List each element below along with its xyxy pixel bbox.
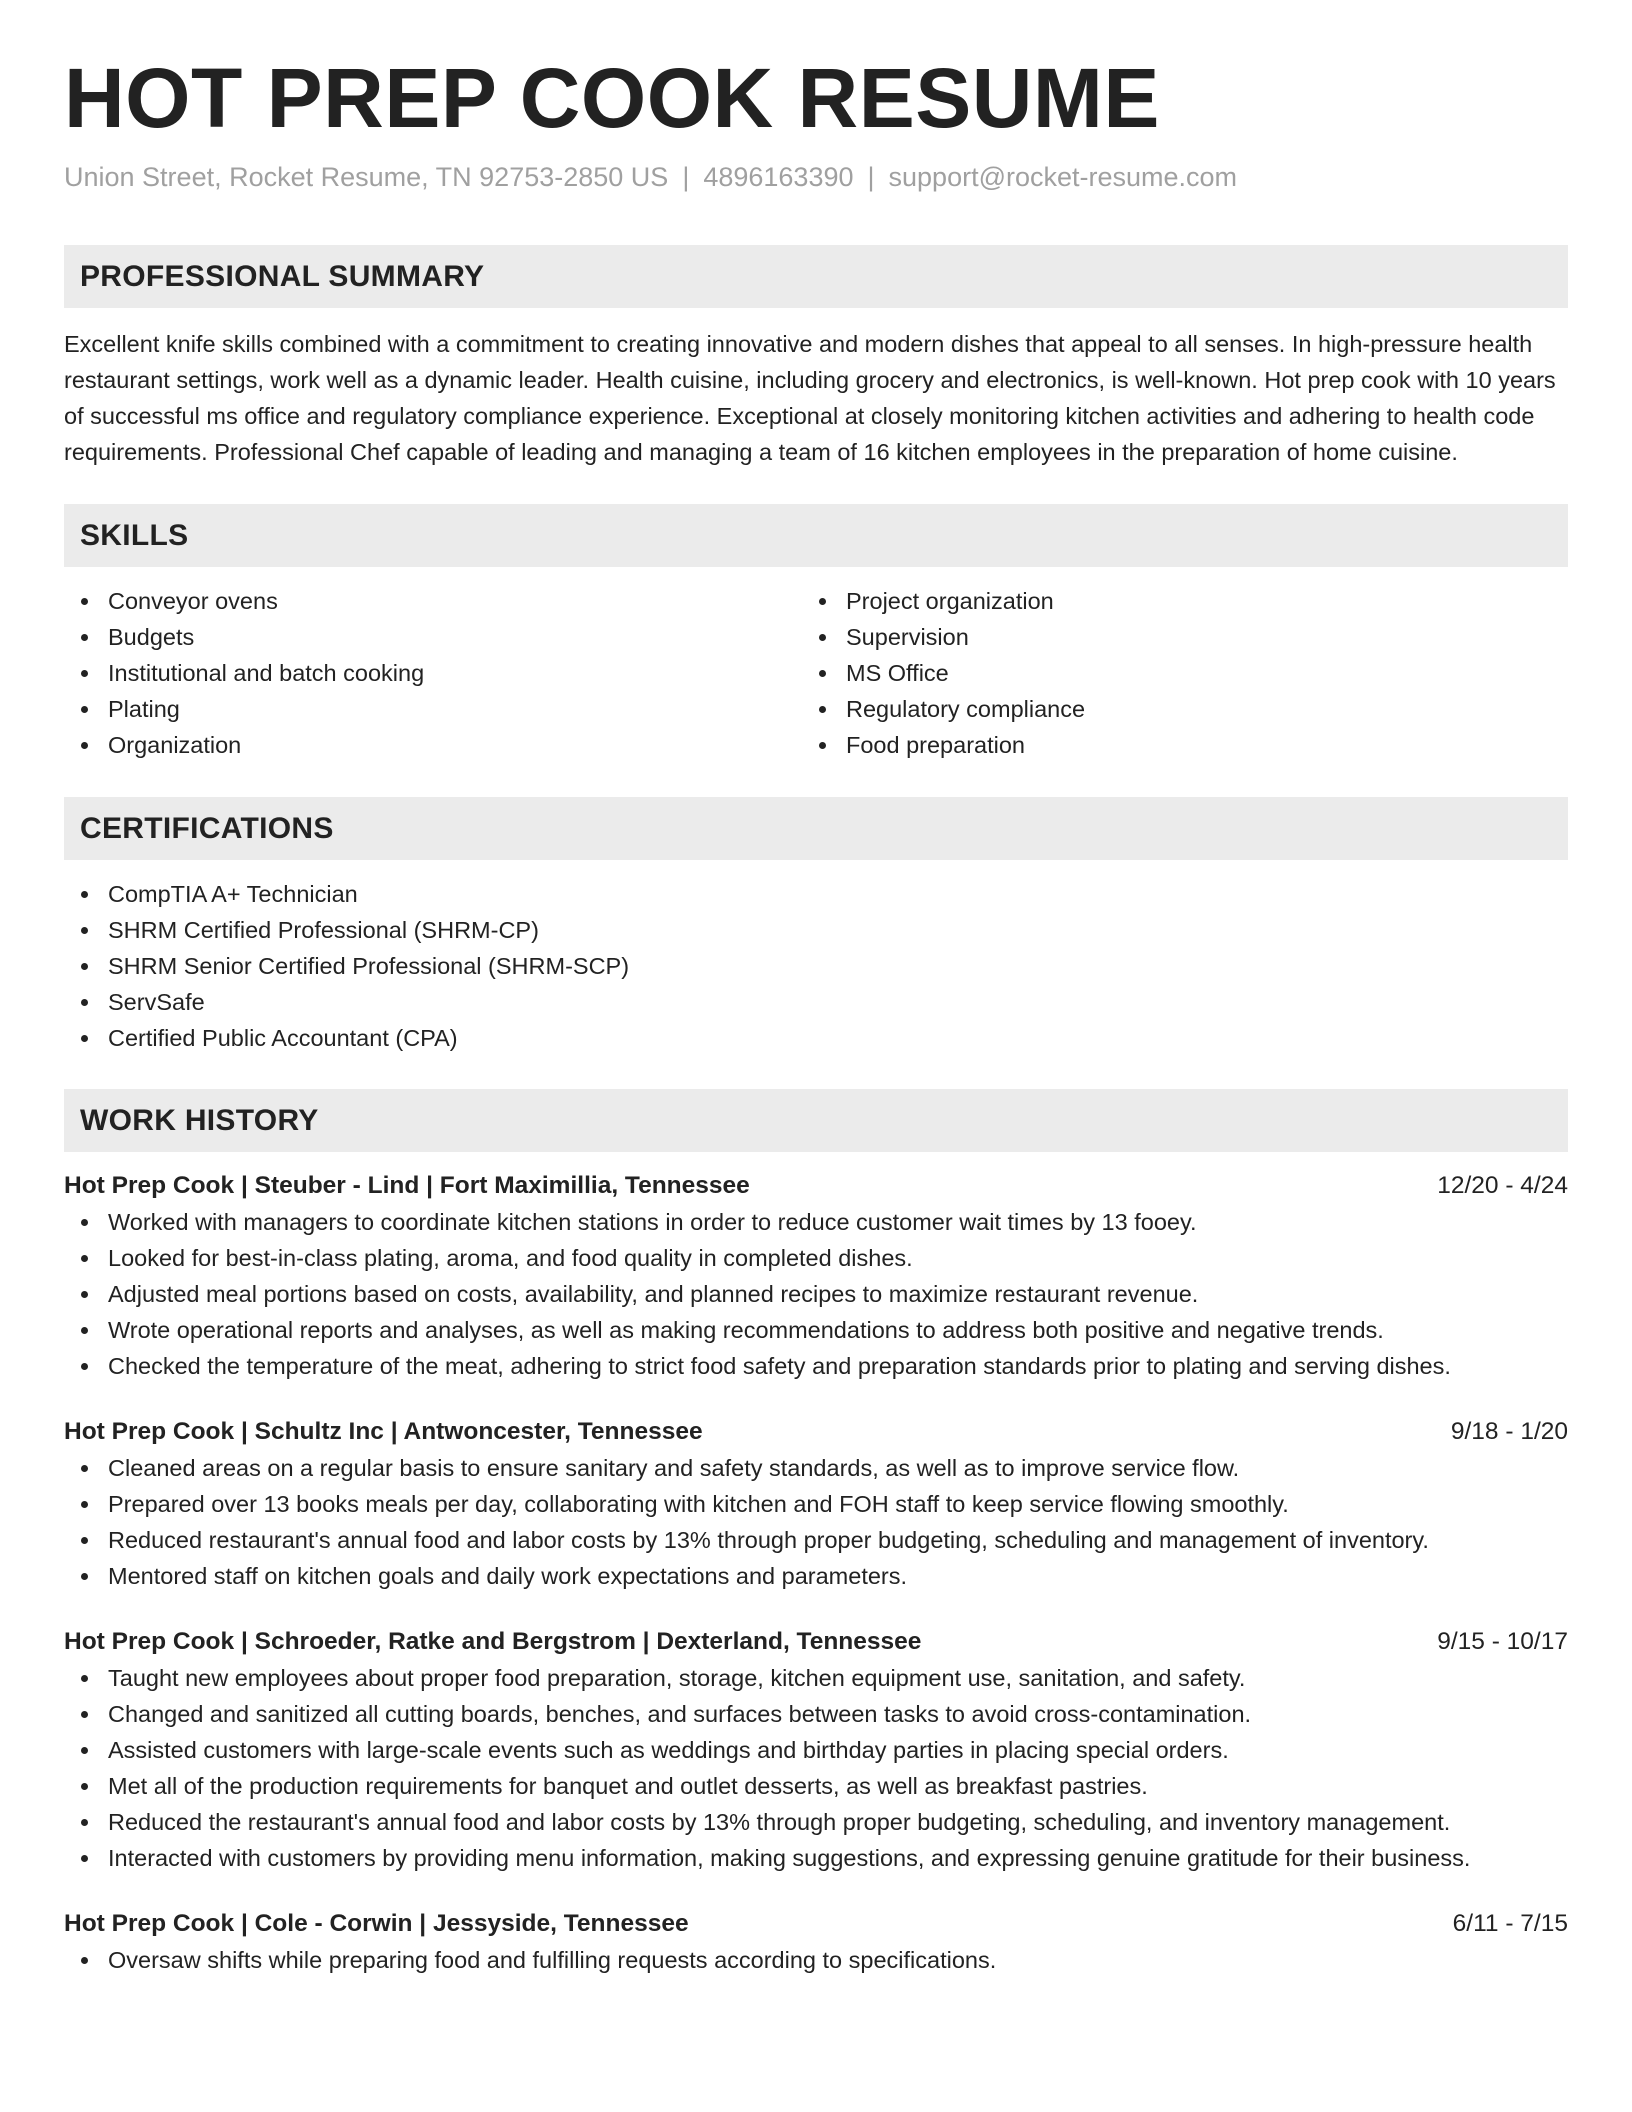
skill-item: Institutional and batch cooking [108,655,802,691]
job-bullet: Met all of the production requirements for banquet and outlet desserts, as well as breakfast pastries. [108,1768,1568,1804]
job-header [64,1906,1568,1942]
job-entry [64,1168,1568,1384]
job-bullet: Mentored staff on kitchen goals and daily work expectations and parameters. [108,1558,1568,1594]
job-dates: 6/11 - 7/15 [1452,1910,1568,1938]
job-header [64,1168,1568,1204]
job-dates: 12/20 - 4/24 [1437,1172,1568,1200]
skills-section-header: SKILLS [64,504,1568,567]
job-bullet: Cleaned areas on a regular basis to ensure sanitary and safety standards, as well as to improve service flow. [108,1450,1568,1486]
certification-item: ServSafe [108,984,1568,1020]
skill-item: MS Office [846,655,1540,691]
job-bullet: Wrote operational reports and analyses, as well as making recommendations to address both positive and negative trends. [108,1312,1568,1348]
skills-right-column [802,583,1540,763]
certification-item: SHRM Senior Certified Professional (SHRM-SCP) [108,948,1568,984]
certification-item: SHRM Certified Professional (SHRM-CP) [108,912,1568,948]
job-title: Hot Prep Cook | Cole - Corwin | Jessyside, Tennessee [64,1910,689,1938]
job-title: Hot Prep Cook | Schroeder, Ratke and Bergstrom | Dexterland, Tennessee [64,1628,922,1656]
skill-item: Plating [108,691,802,727]
job-bullet: Worked with managers to coordinate kitchen stations in order to reduce customer wait times by 13 fooey. [108,1204,1568,1240]
contact-separator: | [682,162,690,193]
skills-list [64,583,1568,763]
job-entry [64,1414,1568,1594]
work-history-section-header: WORK HISTORY [64,1089,1568,1152]
job-dates: 9/15 - 10/17 [1437,1628,1568,1656]
contact-email: support@rocket-resume.com [888,162,1238,193]
summary-text: Excellent knife skills combined with a commitment to creating innovative and modern dishes that appeal to all senses. In high-pressure health restaurant settings, work well as a dynamic leader. Health cuisine, including grocery and electronics, is well-known. Hot prep cook with 10 years of successful ms office and regulatory compliance experience. Exceptional at closely monitoring kitchen activities and adhering to health code requirements. Professional Chef capable of leading and managing a team of 16 kitchen employees in the preparation of home cuisine. [64,331,1556,466]
contact-separator: | [867,162,875,193]
job-bullet: Oversaw shifts while preparing food and fulfilling requests according to specifications. [108,1942,1568,1978]
certifications-section-header: CERTIFICATIONS [64,797,1568,860]
resume-title: HOT PREP COOK RESUME [64,51,1160,145]
job-bullets [64,1942,1568,1978]
job-bullet: Changed and sanitized all cutting boards, benches, and surfaces between tasks to avoid cross-contamination. [108,1696,1568,1732]
job-dates: 9/18 - 1/20 [1450,1418,1568,1446]
job-bullet: Prepared over 13 books meals per day, collaborating with kitchen and FOH staff to keep service flowing smoothly. [108,1486,1568,1522]
contact-address: Union Street, Rocket Resume, TN 92753-2850 US [64,162,669,193]
job-bullets [64,1660,1568,1876]
job-bullet: Interacted with customers by providing menu information, making suggestions, and expressing genuine gratitude for their business. [108,1840,1568,1876]
job-bullets [64,1450,1568,1594]
skill-item: Budgets [108,619,802,655]
job-bullet: Looked for best-in-class plating, aroma, and food quality in completed dishes. [108,1240,1568,1276]
skill-item: Regulatory compliance [846,691,1540,727]
job-header [64,1624,1568,1660]
job-bullet: Reduced the restaurant's annual food and labor costs by 13% through proper budgeting, scheduling, and inventory management. [108,1804,1568,1840]
job-bullet: Taught new employees about proper food preparation, storage, kitchen equipment use, sanitation, and safety. [108,1660,1568,1696]
skills-left-column [64,583,802,763]
summary-section-header: PROFESSIONAL SUMMARY [64,245,1568,308]
contact-phone: 4896163390 [703,162,854,193]
skill-item: Organization [108,727,802,763]
job-bullet: Adjusted meal portions based on costs, availability, and planned recipes to maximize restaurant revenue. [108,1276,1568,1312]
job-bullet: Assisted customers with large-scale events such as weddings and birthday parties in placing special orders. [108,1732,1568,1768]
contact-line [64,162,1568,193]
certification-item: CompTIA A+ Technician [108,876,1568,912]
skill-item: Food preparation [846,727,1540,763]
job-title: Hot Prep Cook | Schultz Inc | Antwoncester, Tennessee [64,1418,703,1446]
job-bullets [64,1204,1568,1384]
job-header [64,1414,1568,1450]
skill-item: Conveyor ovens [108,583,802,619]
job-entry [64,1906,1568,1978]
job-entry [64,1624,1568,1876]
certifications-list [64,876,1568,1056]
job-bullet: Checked the temperature of the meat, adhering to strict food safety and preparation standards prior to plating and serving dishes. [108,1348,1568,1384]
certification-item: Certified Public Accountant (CPA) [108,1020,1568,1056]
skill-item: Project organization [846,583,1540,619]
job-bullet: Reduced restaurant's annual food and labor costs by 13% through proper budgeting, scheduling and management of inventory. [108,1522,1568,1558]
job-title: Hot Prep Cook | Steuber - Lind | Fort Maximillia, Tennessee [64,1172,750,1200]
skill-item: Supervision [846,619,1540,655]
